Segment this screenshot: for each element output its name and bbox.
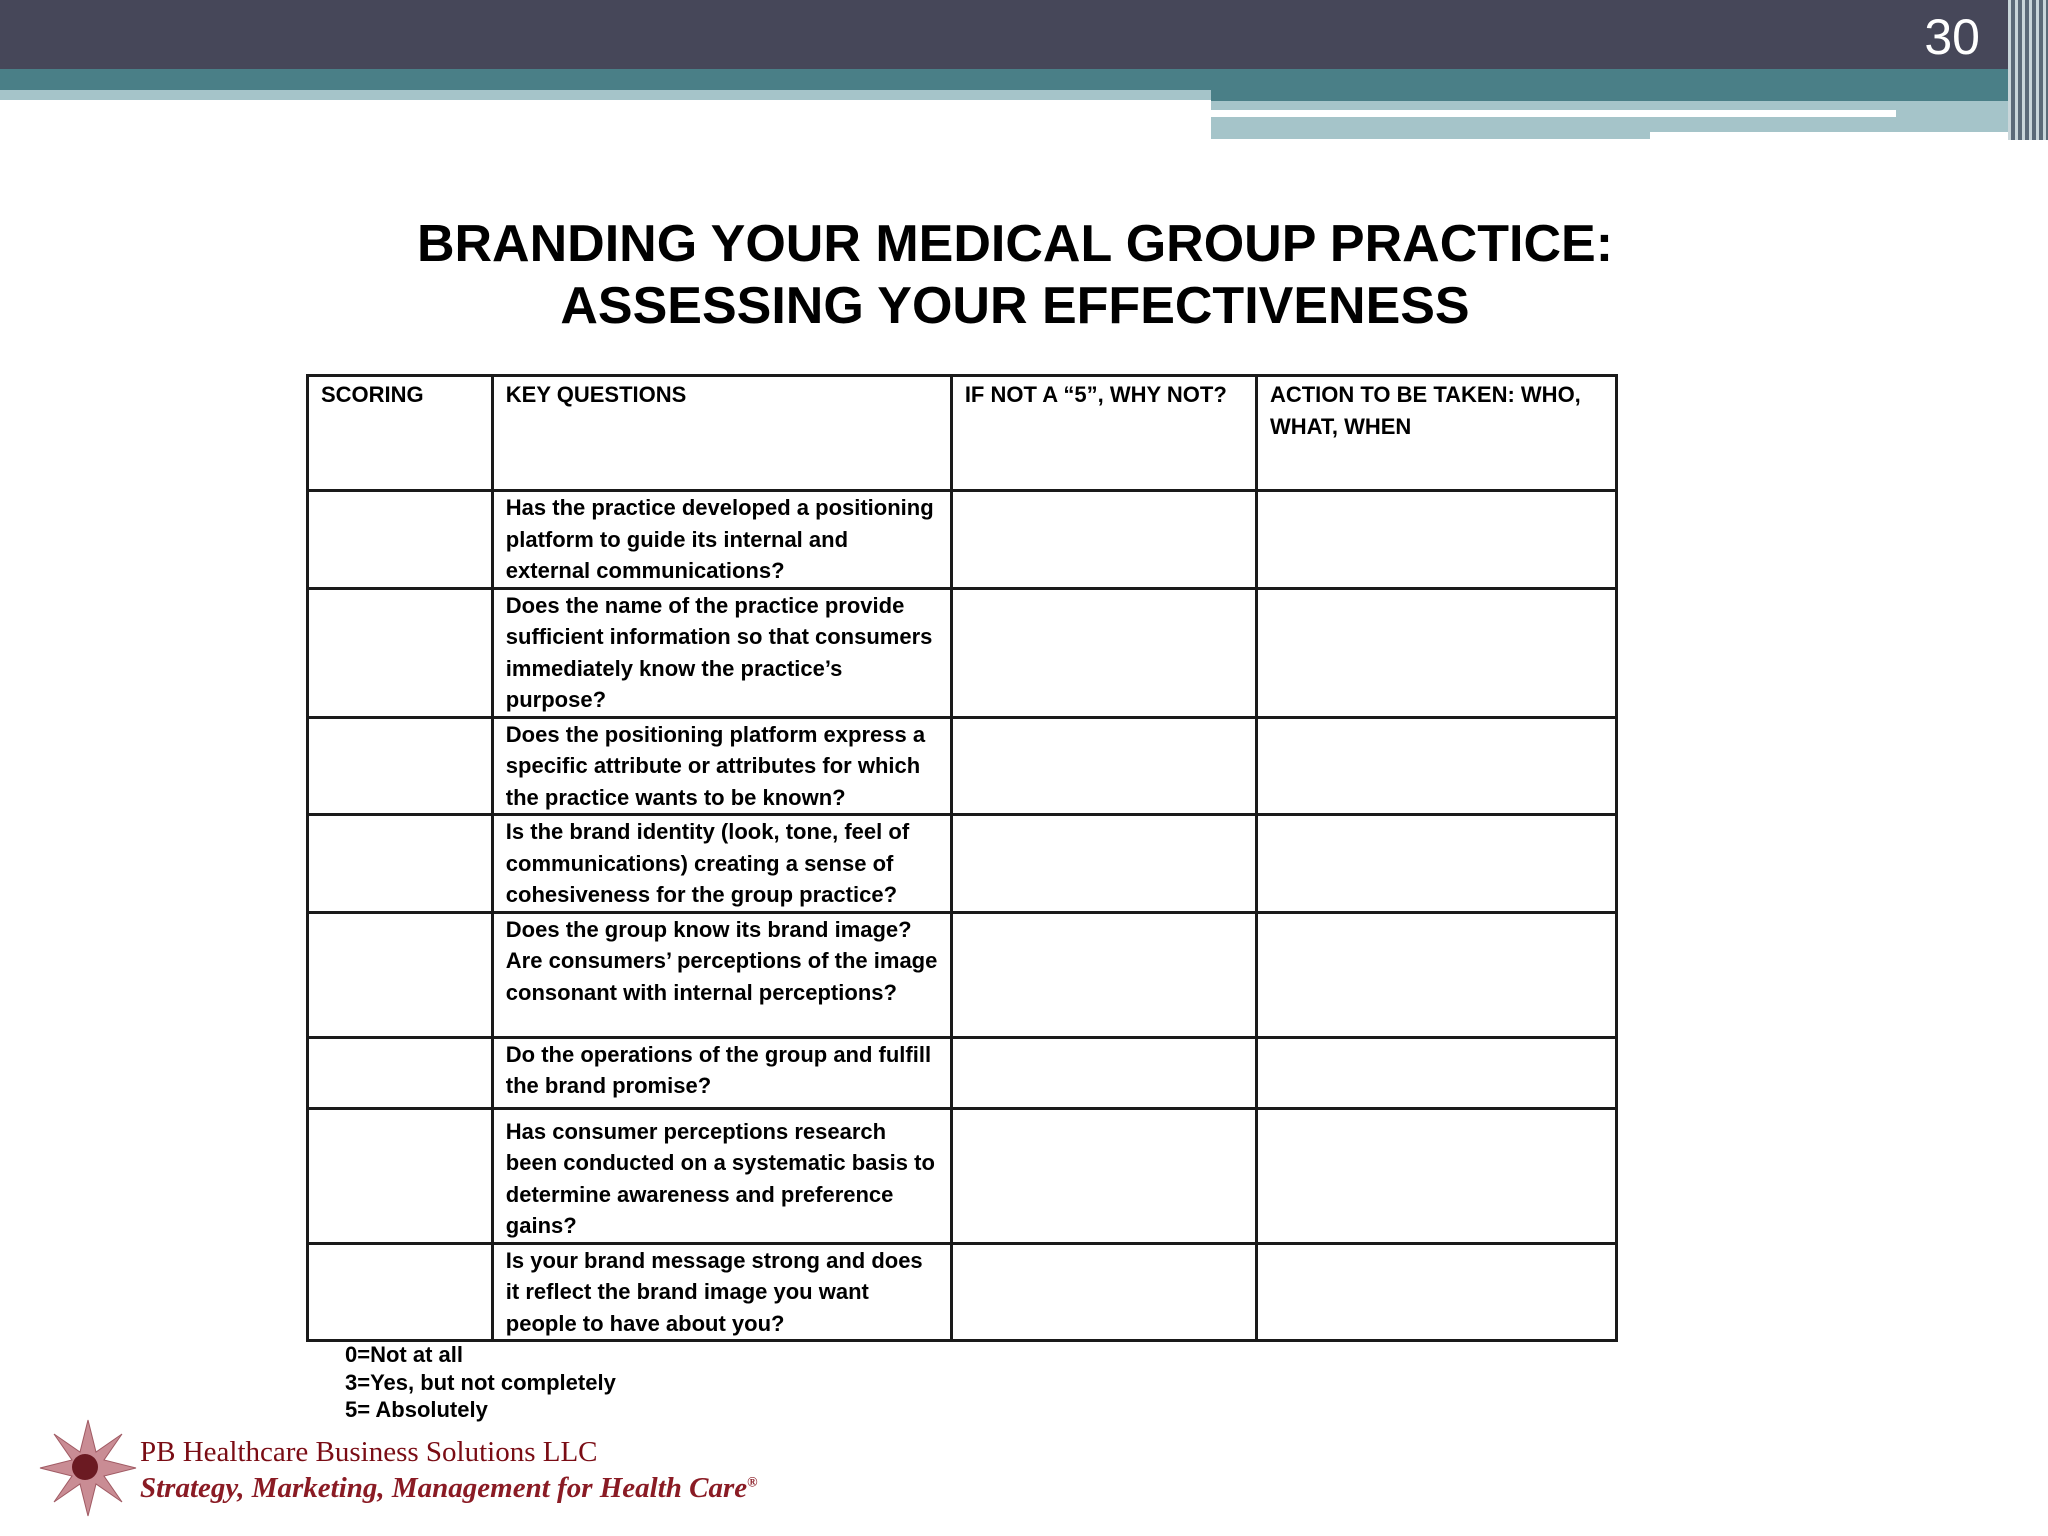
table-row <box>308 912 1617 1037</box>
table-row <box>308 815 1617 913</box>
scoring-cell[interactable] <box>308 815 493 913</box>
slide-title <box>330 213 1700 337</box>
company-tagline <box>140 1472 758 1505</box>
scoring-cell[interactable] <box>308 717 493 815</box>
question-cell: Does the name of the practice provide sufficient information so that consumers immediately know the practice’s purpose? <box>492 588 951 717</box>
table-row <box>308 717 1617 815</box>
header-band-dark <box>0 0 2048 69</box>
scoring-cell[interactable] <box>308 491 493 589</box>
header-why-not: IF NOT A “5”, WHY NOT? <box>951 376 1256 491</box>
table-row <box>308 1243 1617 1341</box>
why-not-cell[interactable] <box>951 815 1256 913</box>
header-scoring: SCORING <box>308 376 493 491</box>
action-cell[interactable] <box>1256 1037 1616 1108</box>
question-cell: Is your brand message strong and does it reflect the brand image you want people to have about you? <box>492 1243 951 1341</box>
table-row <box>308 1037 1617 1108</box>
title-line-1: BRANDING YOUR MEDICAL GROUP PRACTICE: <box>416 215 1614 273</box>
table-row <box>308 588 1617 717</box>
scoring-cell[interactable] <box>308 912 493 1037</box>
header-action: ACTION TO BE TAKEN: WHO, WHAT, WHEN <box>1256 376 1616 491</box>
header-band-teal <box>0 69 1211 90</box>
legend-item: 5= Absolutely <box>345 1397 488 1422</box>
why-not-cell[interactable] <box>951 1243 1256 1341</box>
title-line-2: ASSESSING YOUR EFFECTIVENESS <box>560 277 1470 335</box>
table-row <box>308 491 1617 589</box>
scoring-cell[interactable] <box>308 1243 493 1341</box>
assessment-table <box>306 374 1618 1342</box>
question-cell: Has the practice developed a positioning platform to guide its internal and external communications? <box>492 491 951 589</box>
why-not-cell[interactable] <box>951 912 1256 1037</box>
action-cell[interactable] <box>1256 491 1616 589</box>
why-not-cell[interactable] <box>951 588 1256 717</box>
header-key-questions: KEY QUESTIONS <box>492 376 951 491</box>
action-cell[interactable] <box>1256 1243 1616 1341</box>
question-cell: Is the brand identity (look, tone, feel of communications) creating a sense of cohesiveness for the group practice? <box>492 815 951 913</box>
company-name: PB Healthcare Business Solutions LLC <box>140 1436 598 1468</box>
table-header-row <box>308 376 1617 491</box>
why-not-cell[interactable] <box>951 491 1256 589</box>
table-row <box>308 1108 1617 1243</box>
scoring-cell[interactable] <box>308 1037 493 1108</box>
question-cell: Has consumer perceptions research been conducted on a systematic basis to determine awareness and preference gains? <box>492 1108 951 1243</box>
action-cell[interactable] <box>1256 717 1616 815</box>
slide-number: 30 <box>1924 9 1980 65</box>
question-cell: Does the group know its brand image? Are consumers’ perceptions of the image consonant with internal perceptions? <box>492 912 951 1037</box>
why-not-cell[interactable] <box>951 717 1256 815</box>
scoring-legend <box>345 1341 616 1424</box>
scoring-cell[interactable] <box>308 1108 493 1243</box>
header-divider-line <box>1211 110 1896 117</box>
registered-mark: ® <box>747 1475 758 1491</box>
star-burst-icon <box>38 1418 138 1518</box>
action-cell[interactable] <box>1256 815 1616 913</box>
why-not-cell[interactable] <box>951 1108 1256 1243</box>
header-band-teal-right <box>1211 69 2011 101</box>
action-cell[interactable] <box>1256 1108 1616 1243</box>
action-cell[interactable] <box>1256 588 1616 717</box>
header-band-light <box>0 90 1211 100</box>
tagline-text: Strategy, Marketing, Management for Health Care <box>140 1472 748 1504</box>
header-stripes <box>2008 0 2048 140</box>
question-cell: Do the operations of the group and fulfill the brand promise? <box>492 1037 951 1108</box>
action-cell[interactable] <box>1256 912 1616 1037</box>
legend-item: 0=Not at all <box>345 1342 463 1367</box>
scoring-cell[interactable] <box>308 588 493 717</box>
header-divider-line-2 <box>1650 132 2011 139</box>
legend-item: 3=Yes, but not completely <box>345 1369 616 1395</box>
why-not-cell[interactable] <box>951 1037 1256 1108</box>
question-cell: Does the positioning platform express a specific attribute or attributes for which the practice wants to be known? <box>492 717 951 815</box>
